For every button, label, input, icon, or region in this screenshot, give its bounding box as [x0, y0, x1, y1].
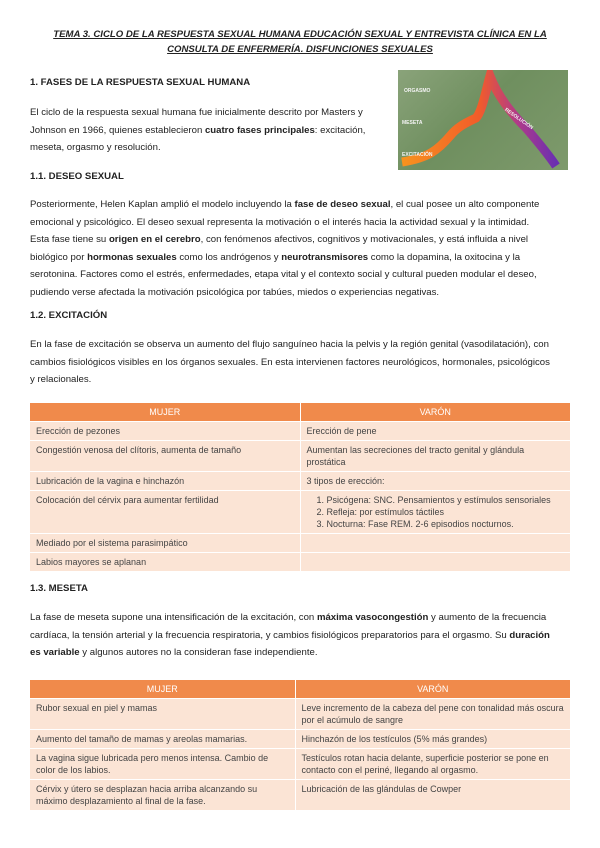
text-span: y aumento de la frecuencia	[428, 612, 547, 623]
section-heading-deseo: 1.1. DESEO SEXUAL	[30, 171, 124, 182]
bold-span: máxima vasocongestión	[316, 612, 429, 623]
text-line: El ciclo de la respuesta sexual humana fue inicialmente descrito por Masters y	[30, 107, 363, 118]
text-span: , el cual posee un alto componente	[390, 199, 540, 210]
header-mujer: MUJER	[30, 403, 300, 422]
table-cell	[300, 534, 570, 553]
text-span: como la dopamina, la oxitocina y la	[368, 251, 521, 263]
section-heading-meseta: 1.3. MESETA	[30, 583, 88, 594]
text-line: cambios fisiológicos visibles en los órganos sexuales. En esta intervienen factores neurológicos, hormonales, psicológicos	[30, 356, 550, 368]
sexual-response-cycle-figure	[398, 70, 568, 170]
table-cell	[300, 553, 570, 572]
table-cell: Leve incremento de la cabeza del pene con tonalidad más oscura por el acúmulo de sangre	[295, 699, 570, 730]
table-row	[30, 749, 570, 780]
bold-span: neurotransmisores	[281, 251, 369, 263]
table-cell: Hinchazón de los testículos (5% más grandes)	[295, 730, 570, 749]
table-row	[30, 553, 570, 572]
text-line	[30, 644, 575, 662]
header-varon: VARÓN	[295, 680, 570, 699]
paragraph-meseta	[30, 609, 575, 662]
table-row	[30, 730, 570, 749]
paragraph-excitacion	[30, 336, 575, 389]
label-excitacion: EXCITACIÓN	[402, 152, 433, 158]
table-cell: La vagina sigue lubricada pero menos intensa. Cambio de color de los labios.	[30, 749, 295, 780]
bold-span: origen en el cerebro	[108, 234, 201, 245]
table-header-row	[30, 680, 570, 699]
bold-span: cuatro fases principales	[204, 124, 315, 136]
table-row	[30, 534, 570, 553]
text-span: Johnson en 1966, quienes establecieron	[30, 124, 205, 136]
text-line: pudiendo verse afectada la motivación psicológica por tabúes, miedos o experiencias negativas.	[30, 286, 440, 298]
section-heading-fases: 1. FASES DE LA RESPUESTA SEXUAL HUMANA	[30, 77, 251, 88]
label-resolucion: RESOLUCIÓN	[503, 106, 535, 132]
text-line: meseta, orgasmo y resolución.	[30, 142, 161, 153]
table-cell: Aumento del tamaño de mamas y areolas mamarias.	[30, 730, 295, 749]
list-item: 2. Refleja: por estímulos táctiles	[327, 506, 565, 518]
text-line: serotonina. Factores como el estrés, enfermedades, etapa vital y el contexto social y cultural pueden modular el deseo,	[30, 269, 537, 280]
table-cell: Aumentan las secreciones del tracto genital y glándula prostática	[300, 441, 570, 472]
text-span: Posteriormente, Helen Kaplan amplió el modelo incluyendo la	[30, 199, 295, 210]
table-header-row	[30, 403, 570, 422]
text-span: Esta fase tiene su	[30, 234, 109, 245]
table-cell: Erección de pene	[300, 422, 570, 441]
text-span: como los andrógenos y	[176, 251, 282, 263]
table-cell: Erección de pezones	[30, 422, 300, 441]
list-item: 1. Psicógena: SNC. Pensamientos y estímulos sensoriales	[327, 494, 565, 506]
label-orgasmo: ORGASMO	[404, 88, 431, 94]
text-line	[30, 609, 575, 627]
table-cell: Lubricación de las glándulas de Cowper	[295, 780, 570, 811]
table-cell: Labios mayores se aplanan	[30, 553, 300, 572]
text-line: y relacionales.	[30, 374, 92, 385]
bold-span: hormonas sexuales	[87, 251, 177, 263]
text-line	[30, 231, 575, 249]
table-cell-erection-types	[300, 491, 570, 534]
text-span: biológico por	[30, 251, 88, 263]
bold-span: duración	[509, 629, 550, 641]
text-span: : excitación,	[314, 124, 366, 136]
table-cell: Cérvix y útero se desplazan hacia arriba alcanzando su máximo desplazamiento al final de la fase.	[30, 780, 295, 811]
section-heading-excitacion: 1.2. EXCITACIÓN	[30, 310, 108, 321]
text-span: La fase de meseta supone una intensificación de la excitación, con	[30, 612, 317, 623]
document-title: TEMA 3. CICLO DE LA RESPUESTA SEXUAL HUMANA EDUCACIÓN SEXUAL Y ENTREVISTA CLÍNICA EN LA CONSULTA DE ENFERMERÍA. DISFUNCIONES SEXUALES	[53, 29, 547, 55]
text-line: En la fase de excitación se observa un aumento del flujo sanguíneo hacia la pelvis y la región genital (vasodilatación), con	[30, 339, 549, 350]
table-row	[30, 491, 570, 534]
table-row	[30, 441, 570, 472]
text-line	[30, 122, 390, 140]
text-span: cardíaca, la tensión arterial y la frecuencia respiratoria, y cambios fisiológicos preparatorios para el orgasmo. Su	[30, 629, 510, 641]
list-item: 3. Nocturna: Fase REM. 2-6 episodios nocturnos.	[327, 518, 565, 530]
text-line	[30, 249, 575, 267]
table-cell: Rubor sexual en piel y mamas	[30, 699, 295, 730]
table-excitacion	[30, 403, 570, 571]
label-meseta: MESETA	[402, 120, 423, 126]
table-row	[30, 699, 570, 730]
table-cell: Congestión venosa del clítoris, aumenta de tamaño	[30, 441, 300, 472]
erection-types-list	[307, 494, 565, 530]
text-span: y algunos autores no la consideran fase independiente.	[79, 647, 318, 658]
text-line	[30, 627, 575, 645]
header-varon: VARÓN	[300, 403, 570, 422]
table-row	[30, 422, 570, 441]
paragraph-deseo	[30, 196, 575, 301]
table-cell: 3 tipos de erección:	[300, 472, 570, 491]
header-mujer: MUJER	[30, 680, 295, 699]
table-cell: Mediado por el sistema parasimpático	[30, 534, 300, 553]
bold-span: es variable	[30, 647, 80, 658]
table-row	[30, 780, 570, 811]
bold-span: fase de deseo sexual	[294, 199, 391, 210]
text-line	[30, 196, 575, 214]
table-meseta	[30, 680, 570, 810]
paragraph-fases	[30, 104, 390, 157]
text-line: emocional y psicológico. El deseo sexual representa la motivación o el interés hacia la actividad sexual y la intimidad.	[30, 216, 530, 228]
table-cell: Colocación del cérvix para aumentar fertilidad	[30, 491, 300, 534]
table-cell: Testículos rotan hacia delante, superficie posterior se pone en contacto con el periné, llegando al orgasmo.	[295, 749, 570, 780]
table-row	[30, 472, 570, 491]
text-span: , con fenómenos afectivos, cognitivos y motivacionales, y está influida a nivel	[200, 234, 529, 245]
table-cell: Lubricación de la vagina e hinchazón	[30, 472, 300, 491]
